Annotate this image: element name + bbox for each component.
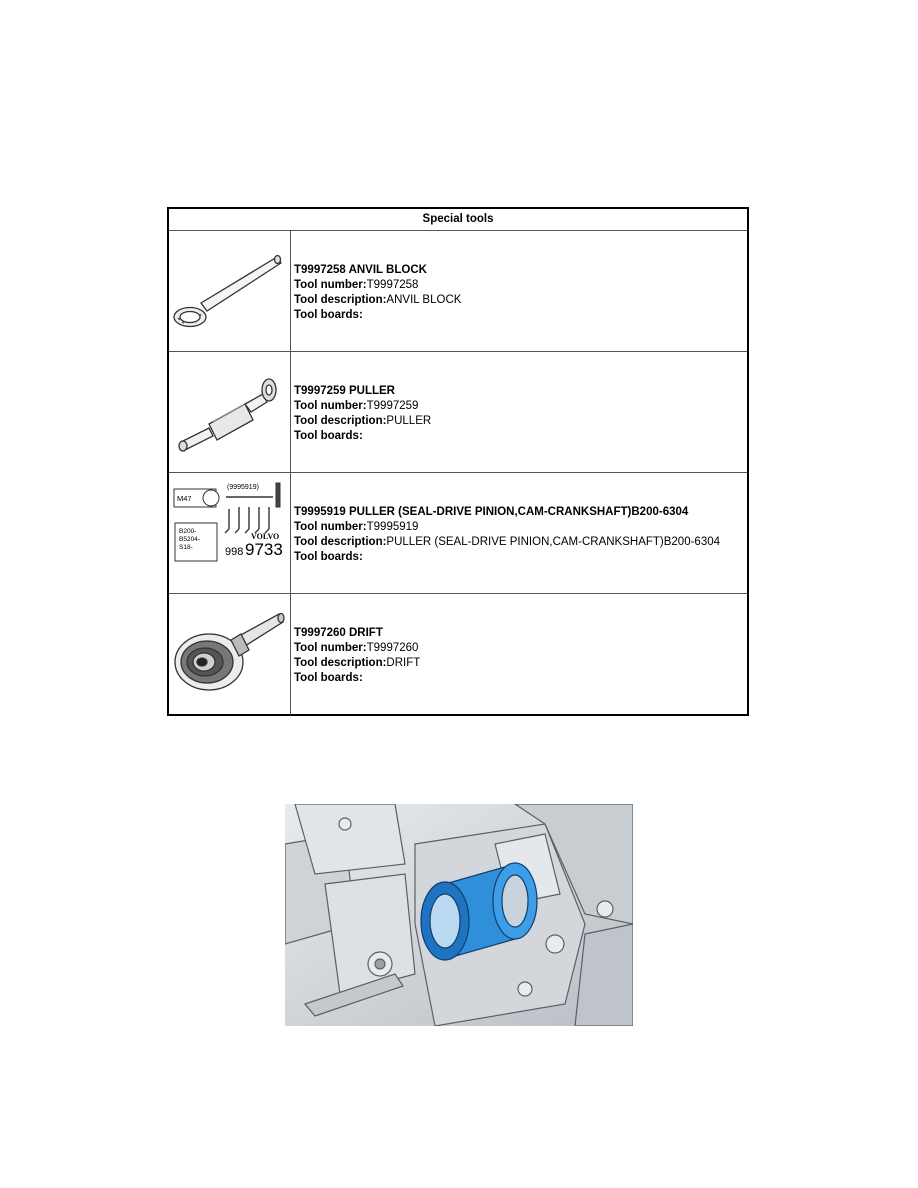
- tool-title: T9995919 PULLER (SEAL-DRIVE PINION,CAM-CRANKSHAFT)B200-6304: [294, 506, 689, 518]
- tool-description-value: PULLER: [386, 415, 432, 427]
- tool-row: [169, 473, 747, 594]
- tool-row: [169, 231, 747, 352]
- engine-seal-installation-illustration: [285, 804, 633, 1026]
- tool-description-value: PULLER (SEAL-DRIVE PINION,CAM-CRANKSHAFT)B200-6304: [386, 536, 721, 548]
- tool-number-label: Tool number:: [294, 642, 367, 654]
- tool-info: [294, 263, 461, 323]
- kit-label-b5204: B5204-: [179, 536, 200, 543]
- kit-brand-label: VOLVO: [251, 532, 280, 541]
- tool-boards-label: Tool boards:: [294, 309, 363, 321]
- tool-description-label: Tool description:: [294, 415, 387, 427]
- puller-tool-icon: [169, 352, 291, 472]
- special-tools-table: [167, 207, 749, 716]
- tool-row: [169, 594, 747, 715]
- tool-number-value: T9995919: [366, 521, 419, 533]
- tool-description-label: Tool description:: [294, 657, 387, 669]
- kit-label-b200: B200-: [179, 528, 197, 535]
- tool-title: T9997259 PULLER: [294, 385, 395, 397]
- kit-number-label: (9995919): [227, 484, 259, 491]
- drift-tool-icon: [169, 594, 291, 715]
- puller-kit-icon: [169, 473, 291, 593]
- tool-title: T9997260 DRIFT: [294, 627, 383, 639]
- tool-info: [294, 384, 431, 444]
- tool-description-value: DRIFT: [386, 657, 421, 669]
- tool-number-label: Tool number:: [294, 279, 367, 291]
- tool-number-value: T9997259: [366, 400, 419, 412]
- kit-label-s18: S18-: [179, 544, 193, 551]
- tool-info: [294, 626, 420, 686]
- tool-info: [294, 505, 720, 565]
- tool-boards-label: Tool boards:: [294, 551, 363, 563]
- tool-title: T9997258 ANVIL BLOCK: [294, 264, 427, 276]
- tool-row: [169, 352, 747, 473]
- tool-boards-label: Tool boards:: [294, 430, 363, 442]
- table-header: Special tools: [169, 209, 747, 231]
- tool-number-value: T9997258: [366, 279, 419, 291]
- kit-part-number-small: 998: [225, 546, 244, 558]
- tool-description-label: Tool description:: [294, 294, 387, 306]
- tool-description-value: ANVIL BLOCK: [386, 294, 462, 306]
- tool-description-label: Tool description:: [294, 536, 387, 548]
- anvil-block-tool-icon: [169, 231, 291, 351]
- tool-number-label: Tool number:: [294, 521, 367, 533]
- tool-boards-label: Tool boards:: [294, 672, 363, 684]
- tool-number-value: T9997260: [366, 642, 419, 654]
- kit-part-number-large: 9733: [245, 540, 283, 559]
- tool-number-label: Tool number:: [294, 400, 367, 412]
- kit-label-m47: M47: [177, 494, 192, 503]
